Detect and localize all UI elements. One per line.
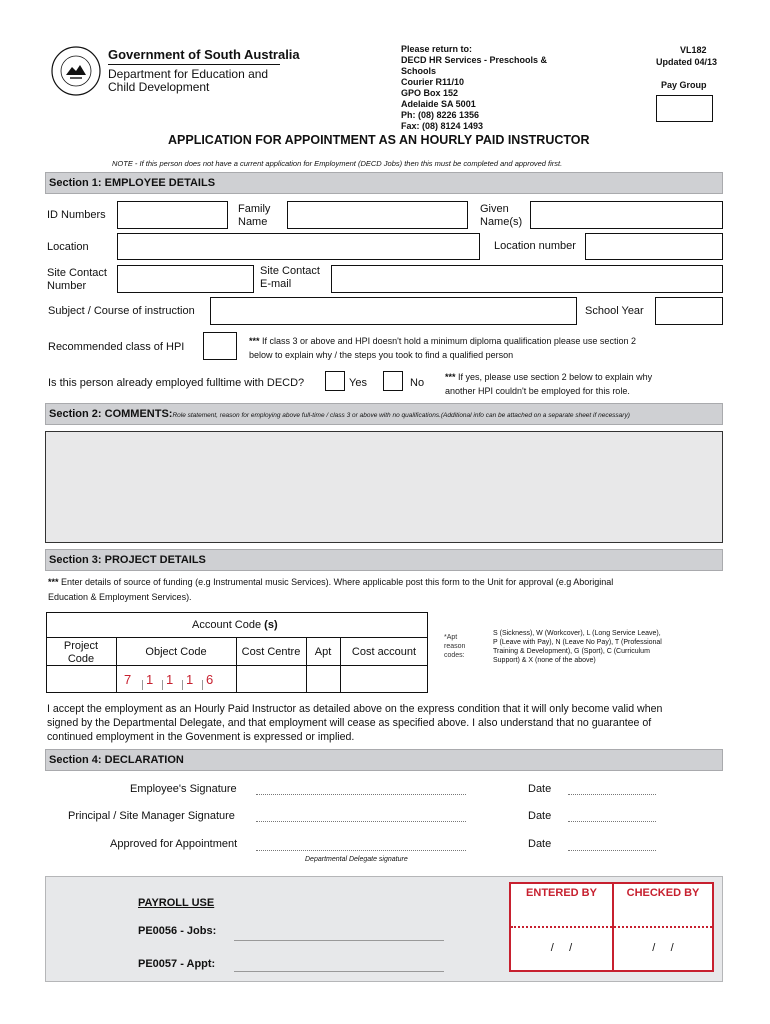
pay-group-input[interactable] (656, 95, 713, 122)
section-3-heading: Section 3: PROJECT DETAILS (45, 549, 723, 571)
apt-reason-label: *Apt reason codes: (444, 634, 466, 659)
entered-checked-stamp (509, 882, 714, 972)
cost-centre-input[interactable] (237, 666, 306, 692)
payroll-jobs-line[interactable] (234, 940, 444, 941)
employee-signature-line[interactable] (256, 794, 466, 795)
family-name-label: Family Name (238, 203, 271, 228)
cost-account-input[interactable] (341, 666, 427, 692)
id-numbers-input[interactable] (117, 201, 228, 229)
date-line-2[interactable] (568, 821, 656, 822)
principal-signature-line[interactable] (256, 821, 466, 822)
employee-signature-label: Employee's Signature (130, 783, 237, 795)
school-year-label: School Year (585, 305, 644, 317)
family-name-input[interactable] (287, 201, 468, 229)
no-checkbox[interactable] (383, 371, 403, 391)
org-line-2: Department for Education and (108, 67, 269, 81)
recommended-class-label: Recommended class of HPI (48, 341, 185, 353)
checked-by-date[interactable]: / / (652, 942, 674, 954)
recommended-class-input[interactable] (203, 332, 237, 360)
entered-by-label: ENTERED BY (526, 887, 597, 899)
org-line-3: Child Development (108, 80, 210, 94)
col-apt: Apt (314, 646, 332, 658)
account-code-table (46, 612, 428, 693)
date-line-3[interactable] (568, 850, 656, 851)
approved-signature-line[interactable] (256, 850, 466, 851)
section-1-heading: Section 1: EMPLOYEE DETAILS (45, 172, 723, 194)
payroll-appt-label: PE0057 - Appt: (138, 958, 216, 970)
form-code: VL182 (680, 45, 707, 55)
subject-label: Subject / Course of instruction (48, 305, 195, 317)
location-label: Location (47, 241, 89, 253)
class-note: *** If class 3 or above and HPI doesn't hold a minimum diploma qualification please use section 2 below to explain why / the steps you took to find a qualified person (249, 336, 636, 360)
site-contact-email-label: Site Contact E-mail (260, 265, 320, 290)
location-number-label: Location number (494, 240, 576, 252)
col-object-code: Object Code (145, 646, 207, 658)
comments-area[interactable] (45, 431, 723, 543)
employed-question: Is this person already employed fulltime with DECD? (48, 377, 305, 389)
apt-input[interactable] (307, 666, 340, 692)
updated-date: Updated 04/13 (656, 57, 718, 67)
payroll-title: PAYROLL USE (138, 897, 215, 909)
yes-note: *** If yes, please use section 2 below to explain why another HPI couldn't be employed for this role. (445, 372, 653, 396)
location-number-input[interactable] (585, 233, 723, 260)
payroll-appt-line[interactable] (234, 971, 444, 972)
site-contact-email-input[interactable] (331, 265, 723, 293)
date-label-1: Date (528, 783, 552, 795)
project-code-input[interactable] (47, 666, 116, 692)
entered-by-date[interactable]: / / (550, 942, 573, 954)
col-cost-account: Cost account (351, 646, 417, 658)
delegate-note: Departmental Delegate signature (305, 856, 408, 863)
principal-signature-label: Principal / Site Manager Signature (68, 810, 235, 822)
return-address: Please return to: DECD HR Services - Preschools & Schools Courier R11/10 GPO Box 152 Adelaide SA 5001 Ph: (08) 8226 1356 Fax: (08) 8124 1493 (401, 44, 548, 131)
government-crest (50, 45, 102, 97)
org-line-1: Government of South Australia (108, 47, 300, 62)
pay-group-label: Pay Group (661, 80, 707, 90)
school-year-input[interactable] (655, 297, 723, 325)
payroll-jobs-label: PE0056 - Jobs: (138, 925, 217, 937)
site-contact-number-label: Site Contact Number (47, 267, 107, 292)
id-numbers-label: ID Numbers (47, 209, 106, 221)
given-name-input[interactable] (530, 201, 723, 229)
section-2-heading: Section 2: COMMENTS:Role statement, reason for employing above full-time / class 3 or above with no qualifications.(Additional info can be attached on a separate sheet if necessary) (45, 403, 723, 425)
col-project-code: Project Code (63, 640, 99, 665)
apt-reason-codes: S (Sickness), W (Workcover), L (Long Service Leave), P (Leave with Pay), N (Leave No Pay), T (Professional Training & Development), G (Sport), C (Curriculum Support) & X (none of the above) (493, 630, 662, 664)
object-code-input[interactable]: 7 1 1 1 6 (120, 672, 230, 690)
location-input[interactable] (117, 233, 480, 260)
site-contact-number-input[interactable] (117, 265, 254, 293)
date-label-2: Date (528, 810, 552, 822)
yes-label: Yes (349, 377, 367, 389)
subject-input[interactable] (210, 297, 577, 325)
section-4-heading: Section 4: DECLARATION (45, 749, 723, 771)
funding-note: *** Enter details of source of funding (e.g Instrumental music Services). Where applicable post this form to the Unit for approval (e.g Aboriginal Education & Employment Services). (48, 577, 614, 602)
col-cost-centre: Cost Centre (241, 646, 301, 658)
form-note: NOTE - If this person does not have a current application for Employment (DECD Jobs) then this must be completed and approved first. (112, 159, 563, 168)
no-label: No (410, 377, 425, 389)
given-name-label: Given Name(s) (480, 203, 523, 228)
yes-checkbox[interactable] (325, 371, 345, 391)
checked-by-label: CHECKED BY (626, 887, 700, 899)
date-line-1[interactable] (568, 794, 656, 795)
acceptance-statement: I accept the employment as an Hourly Paid Instructor as detailed above on the express condition that it will only become valid when signed by the Departmental Delegate, and that employment will cease as specified above. I also understand that no guarantee of continued employment in the Govenment is expressed or implied. (47, 703, 663, 743)
form-title: APPLICATION FOR APPOINTMENT AS AN HOURLY PAID INSTRUCTOR (168, 133, 590, 147)
date-label-3: Date (528, 838, 552, 850)
approved-label: Approved for Appointment (110, 838, 238, 850)
account-code-header: Account Code (s) (192, 619, 278, 631)
